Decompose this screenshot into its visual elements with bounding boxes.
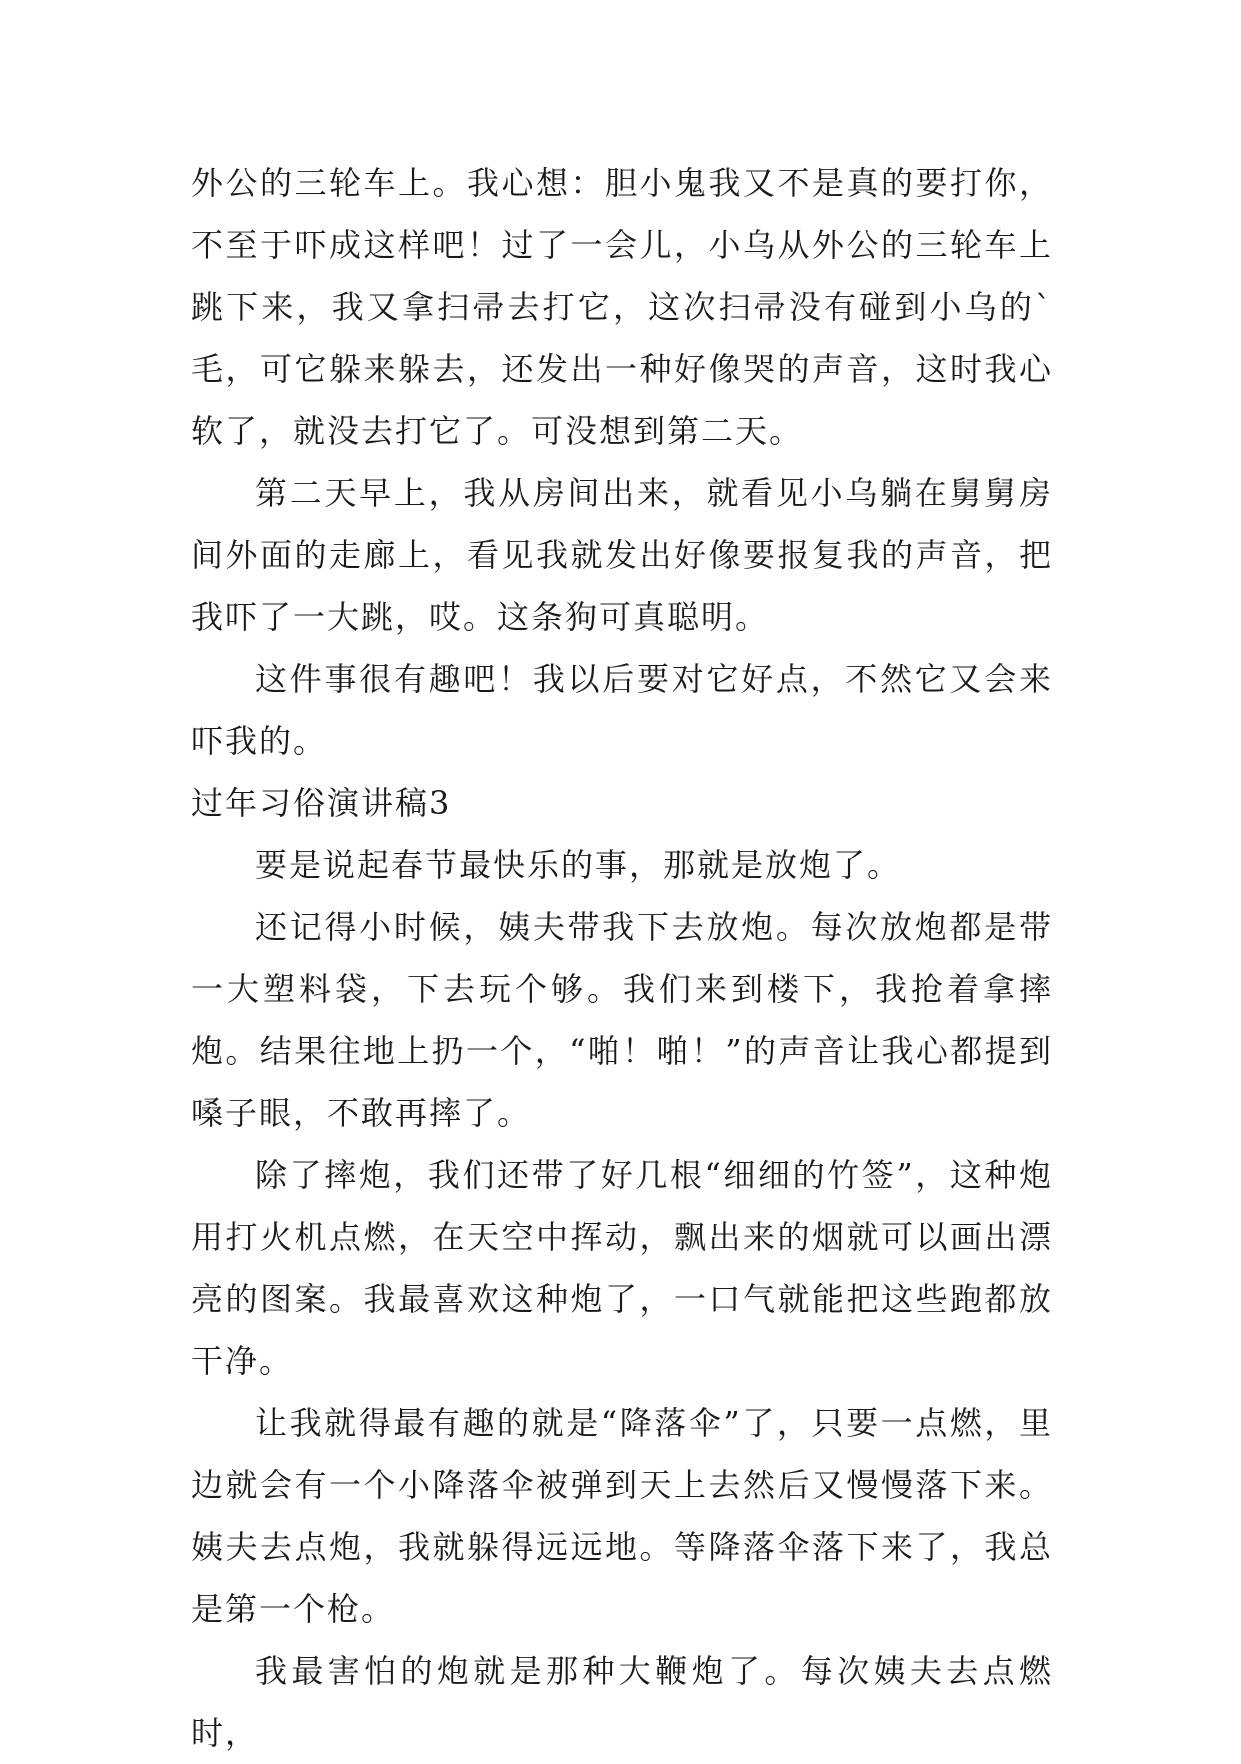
- document-body: [191, 152, 1053, 1764]
- paragraph: 外公的三轮车上。我心想：胆小鬼我又不是真的要打你，不至于吓成这样吧！过了一会儿，小乌从外公的三轮车上跳下来，我又拿扫帚去打它，这次扫帚没有碰到小乌的`毛，可它躲来躲去，还发出一种好像哭的声音，这时我心软了，就没去打它了。可没想到第二天。: [191, 164, 1053, 450]
- paragraph: 还记得小时候，姨夫带我下去放炮。每次放炮都是带一大塑料袋，下去玩个够。我们来到楼下，我抢着拿摔炮。结果往地上扔一个，“啪！啪！”的声音让我心都提到嗓子眼，不敢再摔了。: [191, 908, 1053, 1132]
- paragraph: 第二天早上，我从房间出来，就看见小乌躺在舅舅房间外面的走廊上，看见我就发出好像要报复我的声音，把我吓了一大跳，哎。这条狗可真聪明。: [191, 474, 1053, 636]
- section-heading: 过年习俗演讲稿3: [191, 784, 452, 822]
- paragraph: 我最害怕的炮就是那种大鞭炮了。每次姨夫去点燃时，: [191, 1652, 1053, 1752]
- paragraph: 这件事很有趣吧！我以后要对它好点，不然它又会来吓我的。: [191, 660, 1053, 760]
- paragraph: 除了摔炮，我们还带了好几根“细细的竹签”，这种炮用打火机点燃，在天空中挥动，飘出来的烟就可以画出漂亮的图案。我最喜欢这种炮了，一口气就能把这些跑都放干净。: [191, 1156, 1053, 1380]
- paragraph: 要是说起春节最快乐的事，那就是放炮了。: [255, 846, 902, 884]
- paragraph: 让我就得最有趣的就是“降落伞”了，只要一点燃，里边就会有一个小降落伞被弹到天上去然后又慢慢落下来。姨夫去点炮，我就躲得远远地。等降落伞落下来了，我总是第一个枪。: [191, 1404, 1053, 1628]
